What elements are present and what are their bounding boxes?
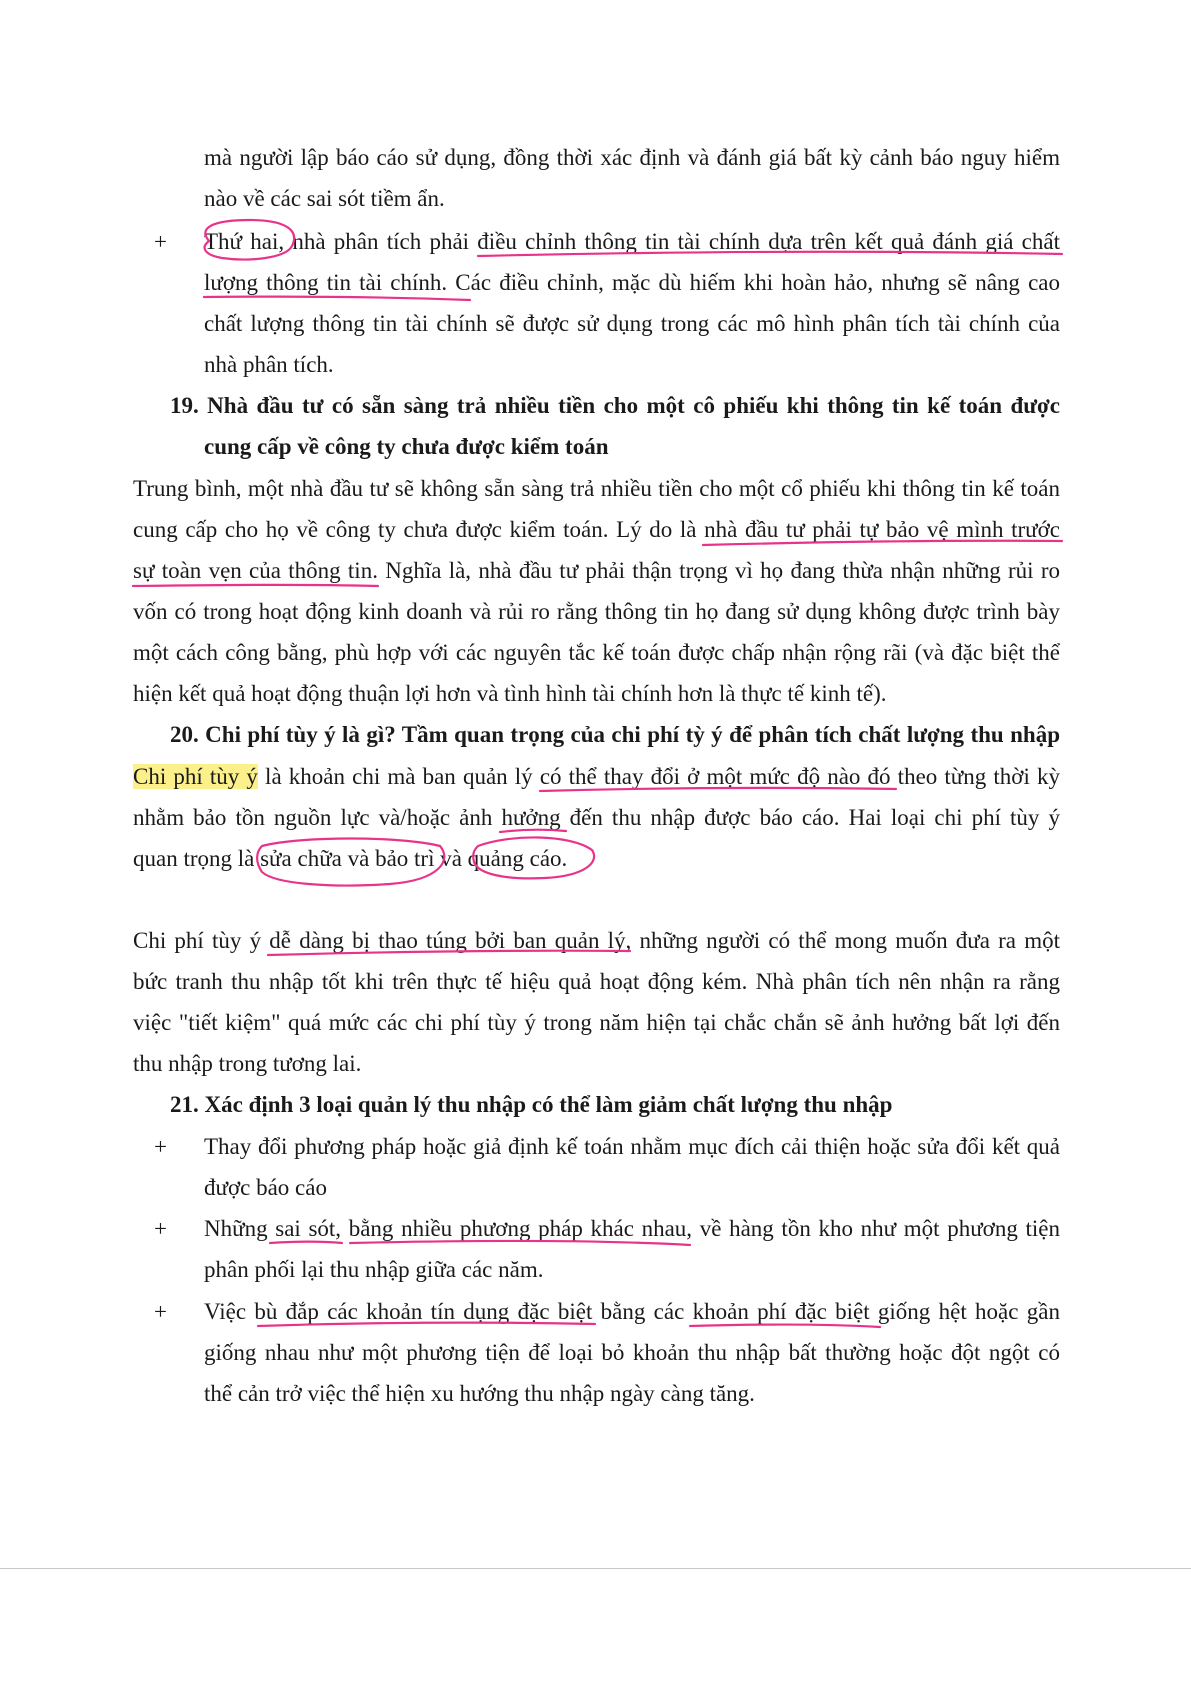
text-line: chất lượng thông tin tài chính sẽ được sử dụng trong các mô hình phân tích tài chính của — [204, 311, 1060, 336]
text-line: sự toàn vẹn của thông tin. Nghĩa là, nhà đầu tư phải thận trọng vì họ đang thừa nhận những rủi ro — [133, 558, 1060, 583]
text-line: bức tranh thu nhập tốt khi trên thực tế hiệu quả hoạt động kém. Nhà phân tích nên nhận ra rằng — [133, 969, 1060, 994]
bullet-plus: + — [154, 229, 167, 254]
text-line: được báo cáo — [204, 1175, 327, 1200]
text-line: cung cấp cho họ về công ty chưa được kiểm toán. Lý do là nhà đầu tư phải tự bảo vệ mình trước — [133, 517, 1060, 542]
question-heading-19: 19. Nhà đầu tư có sẵn sàng trả nhiều tiền cho một cô phiếu khi thông tin kế toán được — [170, 393, 1060, 418]
text-line: thể cản trở việc thể hiện xu hướng thu nhập ngày càng tăng. — [204, 1381, 755, 1406]
text-line: Những sai sót, bằng nhiều phương pháp khác nhau, về hàng tồn kho như một phương tiện — [204, 1216, 1060, 1241]
bullet-plus: + — [154, 1299, 167, 1324]
text-line: vốn có trong hoạt động kinh doanh và rủi ro rằng thông tin họ đang sử dụng không được trình bày — [133, 599, 1060, 624]
text-line: quan trọng là sửa chữa và bảo trì và quảng cáo. — [133, 846, 568, 871]
text-line: Chi phí tùy ý là khoản chi mà ban quản lý có thể thay đổi ở một mức độ nào đó theo từng thời kỳ — [133, 764, 1060, 789]
text-line: Thay đổi phương pháp hoặc giả định kế toán nhằm mục đích cải thiện hoặc sửa đổi kết quả — [204, 1134, 1060, 1159]
question-heading-20: 20. Chi phí tùy ý là gì? Tầm quan trọng của chi phí tỳ ý để phân tích chất lượng thu nhập — [170, 722, 1060, 747]
text-line: Việc bù đắp các khoản tín dụng đặc biệt bằng các khoản phí đặc biệt giống hệt hoặc gần — [204, 1299, 1060, 1324]
text-line: thu nhập trong tương lai. — [133, 1051, 362, 1076]
bullet-plus: + — [154, 1134, 167, 1159]
text-line: việc "tiết kiệm" quá mức các chi phí tùy ý trong năm hiện tại chắc chắn sẽ ảnh hưởng bất lợi đến — [133, 1010, 1060, 1035]
question-heading-19-cont: cung cấp về công ty chưa được kiểm toán — [204, 434, 609, 459]
text-line: nhà phân tích. — [204, 352, 334, 377]
text-line: giống nhau như một phương tiện để loại bỏ khoản thu nhập bất thường hoặc đột ngột có — [204, 1340, 1060, 1365]
text-line: Trung bình, một nhà đầu tư sẽ không sẵn sàng trả nhiều tiền cho một cổ phiếu khi thông tin kế toán — [133, 476, 1060, 501]
text-line: mà người lập báo cáo sử dụng, đồng thời xác định và đánh giá bất kỳ cảnh báo nguy hiểm — [204, 145, 1060, 170]
text-line: một cách công bằng, phù hợp với các nguyên tắc kế toán được chấp nhận rộng rãi (và đặc biệt thể — [133, 640, 1060, 665]
text-line: lượng thông tin tài chính. Các điều chỉnh, mặc dù hiếm khi hoàn hảo, nhưng sẽ nâng cao — [204, 270, 1060, 295]
text-line: Chi phí tùy ý dễ dàng bị thao túng bởi ban quản lý, những người có thể mong muốn đưa ra một — [133, 928, 1060, 953]
text-line: hiện kết quả hoạt động thuận lợi hơn và tình hình tài chính hơn là thực tế kinh tế). — [133, 681, 887, 706]
text-line: nhằm bảo tồn nguồn lực và/hoặc ảnh hưởng đến thu nhập được báo cáo. Hai loại chi phí tùy ý — [133, 805, 1060, 830]
question-heading-21: 21. Xác định 3 loại quản lý thu nhập có thể làm giảm chất lượng thu nhập — [170, 1092, 893, 1117]
page-gap — [0, 1569, 1191, 1685]
bullet-plus: + — [154, 1216, 167, 1241]
text-line: nào về các sai sót tiềm ẩn. — [204, 186, 445, 211]
text-line: phân phối lại thu nhập giữa các năm. — [204, 1257, 544, 1282]
text-line: Thứ hai, nhà phân tích phải điều chỉnh thông tin tài chính dựa trên kết quả đánh giá chất — [204, 229, 1060, 254]
highlighted-term: Chi phí tùy ý — [133, 764, 258, 789]
